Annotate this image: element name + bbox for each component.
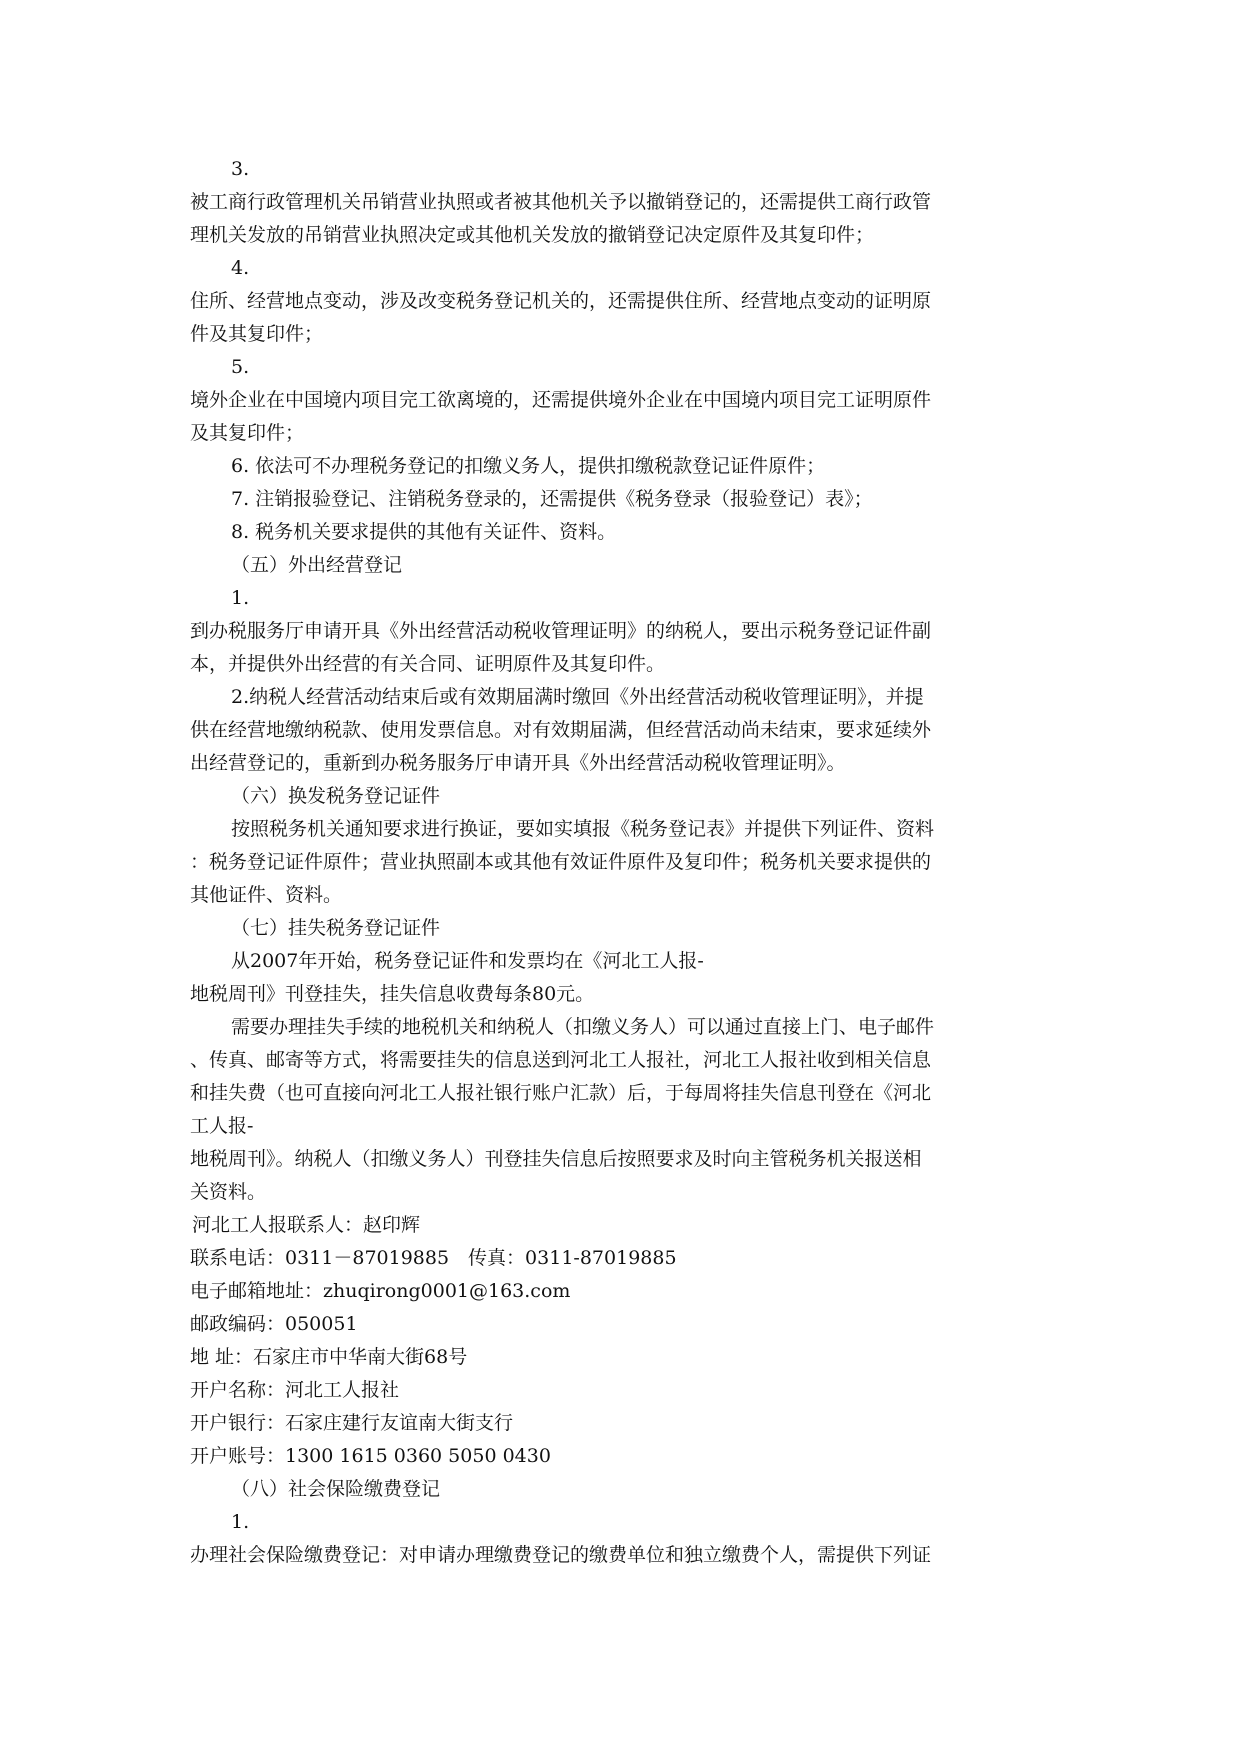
text-line: 6. 依法可不办理税务登记的扣缴义务人，提供扣缴税款登记证件原件；	[231, 455, 826, 477]
text-line: 需要办理挂失手续的地税机关和纳税人（扣缴义务人）可以通过直接上门、电子邮件	[231, 1016, 935, 1038]
document-body	[190, 153, 1048, 1572]
text-line: 4.	[231, 257, 250, 279]
text-line: 、传真、邮寄等方式，将需要挂失的信息送到河北工人报社，河北工人报社收到相关信息	[190, 1049, 932, 1071]
text-line: ：税务登记证件原件；营业执照副本或其他有效证件原件及复印件；税务机关要求提供的	[190, 851, 932, 873]
text-line: （六）换发税务登记证件	[231, 785, 441, 807]
text-line: 及其复印件；	[190, 422, 305, 444]
text-line: 工人报-	[190, 1115, 254, 1137]
text-line: 件及其复印件；	[190, 323, 324, 345]
text-line: 河北工人报联系人：赵印辉	[192, 1214, 421, 1236]
text-line: 1.	[231, 1511, 250, 1533]
text-line: 到办税服务厅申请开具《外出经营活动税收管理证明》的纳税人，要出示税务登记证件副	[190, 620, 932, 642]
text-line: 从2007年开始，税务登记证件和发票均在《河北工人报-	[231, 950, 704, 972]
text-line: 境外企业在中国境内项目完工欲离境的，还需提供境外企业在中国境内项目完工证明原件	[190, 389, 932, 411]
text-line: 开户银行：石家庄建行友谊南大街支行	[190, 1412, 514, 1434]
text-line: 按照税务机关通知要求进行换证，要如实填报《税务登记表》并提供下列证件、资料	[231, 818, 935, 840]
text-line: 3.	[231, 158, 250, 180]
text-line: 地税周刊》。纳税人（扣缴义务人）刊登挂失信息后按照要求及时向主管税务机关报送相	[190, 1148, 922, 1170]
text-line: 供在经营地缴纳税款、使用发票信息。对有效期届满，但经营活动尚未结束，要求延续外	[190, 719, 932, 741]
text-line: 电子邮箱地址：zhuqirong0001@163.com	[190, 1280, 571, 1302]
text-line: 邮政编码：050051	[190, 1313, 358, 1335]
text-line: 和挂失费（也可直接向河北工人报社银行账户汇款）后，于每周将挂失信息刊登在《河北	[190, 1082, 932, 1104]
text-line: 8. 税务机关要求提供的其他有关证件、资料。	[231, 521, 617, 543]
text-line: 被工商行政管理机关吊销营业执照或者被其他机关予以撤销登记的，还需提供工商行政管	[190, 191, 932, 213]
text-line: 本，并提供外出经营的有关合同、证明原件及其复印件。	[190, 653, 666, 675]
text-line: （五）外出经营登记	[231, 554, 403, 576]
text-line: 其他证件、资料。	[190, 884, 343, 906]
text-line: 地税周刊》刊登挂失，挂失信息收费每条80元。	[190, 983, 595, 1005]
text-line: 住所、经营地点变动，涉及改变税务登记机关的，还需提供住所、经营地点变动的证明原	[190, 290, 932, 312]
text-line: 出经营登记的，重新到办税务服务厅申请开具《外出经营活动税收管理证明》。	[190, 752, 846, 774]
text-line: 7. 注销报验登记、注销税务登录的，还需提供《税务登录（报验登记）表》；	[231, 488, 873, 510]
text-line: 1.	[231, 587, 250, 609]
text-line: （八）社会保险缴费登记	[231, 1478, 441, 1500]
text-line: 理机关发放的吊销营业执照决定或其他机关发放的撤销登记决定原件及其复印件；	[190, 224, 875, 246]
text-line: 开户名称：河北工人报社	[190, 1379, 400, 1401]
text-line: 地 址：石家庄市中华南大街68号	[190, 1346, 468, 1368]
text-line: 5.	[231, 356, 250, 378]
text-line: （七）挂失税务登记证件	[231, 917, 441, 939]
text-line: 关资料。	[190, 1181, 267, 1203]
text-line: 办理社会保险缴费登记：对申请办理缴费登记的缴费单位和独立缴费个人，需提供下列证	[190, 1544, 932, 1566]
text-line: 联系电话：0311－87019885 传真：0311-87019885	[190, 1247, 677, 1269]
text-line: 开户账号：1300 1615 0360 5050 0430	[190, 1445, 551, 1467]
text-line: 2.纳税人经营活动结束后或有效期届满时缴回《外出经营活动税收管理证明》，并提	[231, 686, 924, 708]
